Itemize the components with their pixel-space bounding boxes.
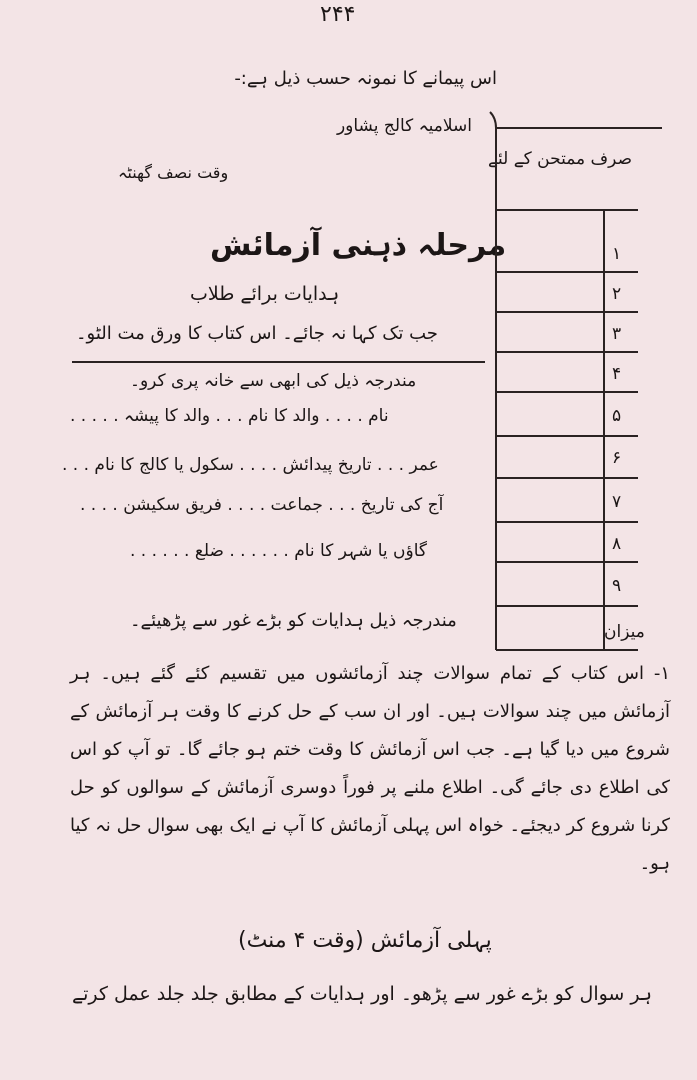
- divider-line: [72, 361, 485, 363]
- table-row-label: ۵: [612, 406, 622, 426]
- table-row-label: ۸: [612, 534, 622, 554]
- test-duration: وقت نصف گھنٹہ: [118, 163, 229, 182]
- table-row-label: ۹: [612, 576, 622, 596]
- examiner-only-header: صرف ممتحن کے لئے: [488, 149, 632, 169]
- instruction-note: جب تک کہا نہ جائے۔ اس کتاب کا ورق مت الٹو۔: [76, 323, 438, 344]
- page-number: ۲۴۴: [320, 2, 356, 27]
- table-total-label: میزان: [604, 622, 645, 642]
- field-line-date: آج کی تاریخ . . . جماعت . . . . فریق سکیشن . . . .: [80, 495, 444, 515]
- table-row-label: ۴: [612, 364, 622, 384]
- test-title: مرحلہ ذہنی آزمائش: [210, 228, 507, 263]
- intro-line: اس پیمانے کا نمونہ حسب ذیل ہے:-: [234, 68, 497, 89]
- instructions-heading: ہدایات برائے طلاب: [190, 283, 340, 305]
- field-line-name: نام . . . . والد کا نام . . . والد کا پیشہ . . . . .: [70, 406, 389, 426]
- field-line-village: گاؤں یا شہر کا نام . . . . . . ضلع . . . . . .: [130, 541, 427, 561]
- table-row-label: ۱: [612, 244, 622, 264]
- fill-instruction: مندرجہ ذیل کی ابھی سے خانہ پری کرو۔: [130, 371, 417, 391]
- table-row-label: ۶: [612, 448, 622, 468]
- field-line-age: عمر . . . تاریخ پیدائش . . . . سکول یا کالج کا نام . . .: [62, 455, 439, 475]
- question-instruction-line: ہر سوال کو بڑے غور سے پڑھو۔ اور ہدایات کے مطابق جلد جلد عمل کرتے: [72, 983, 652, 1005]
- table-row-label: ۷: [612, 492, 622, 512]
- first-test-heading: پہلی آزمائش (وقت ۴ منٹ): [238, 928, 492, 953]
- table-row-label: ۲: [612, 284, 622, 304]
- table-row-label: ۳: [612, 324, 622, 344]
- college-name: اسلامیہ کالج پشاور: [336, 116, 472, 136]
- read-instruction: مندرجہ ذیل ہدایات کو بڑے غور سے پڑھیئے۔: [130, 610, 457, 631]
- instruction-paragraph: ۱- اس کتاب کے تمام سوالات چند آزمائشوں میں تقسیم کئے گئے ہیں۔ ہر آزمائش میں چند سوالات ہیں۔ اور ان سب کے حل کرنے کا وقت ہر آزمائش کے شروع میں دیا گیا ہے۔ جب اس آزمائش کا وقت ختم ہو جائے گا۔ تو آپ کو اس کی اطلاع دی جائے گی۔ اطلاع ملنے پر فوراً دوسری آزمائش کے سوالوں کو حل کرنا شروع کر دیجئے۔ خواہ اس پہلی آزمائش کا آپ نے ایک بھی سوال حل نہ کیا ہو۔: [70, 663, 670, 874]
